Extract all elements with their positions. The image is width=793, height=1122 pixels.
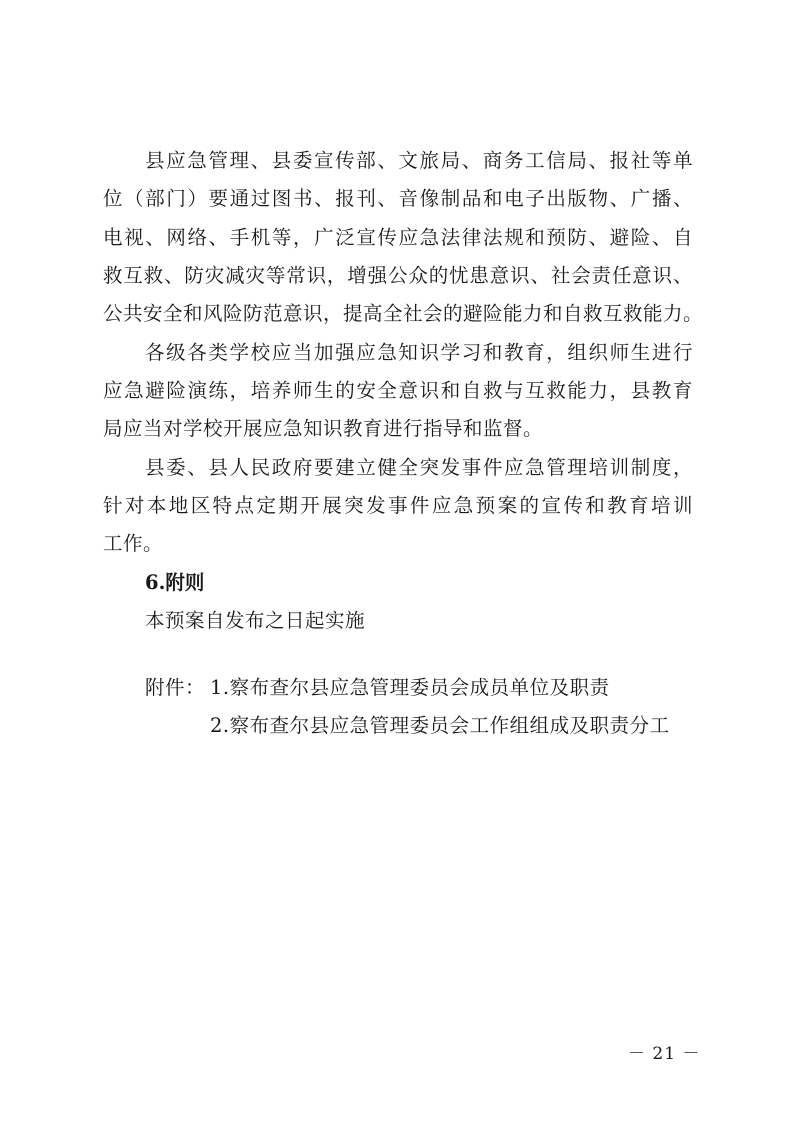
section-heading: 6.附则 [145,571,205,594]
paragraph-line: 县委、县人民政府要建立健全突发事件应急管理培训制度， [145,456,693,479]
paragraph-line: 位（部门）要通过图书、报刊、音像制品和电子出版物、广播、 [103,187,693,210]
attachment-item: 1.察布查尔县应急管理委员会成员单位及职责 [210,676,610,699]
paragraph-line: 局应当对学校开展应急知识教育进行指导和监督。 [103,417,544,440]
paragraph-line: 各级各类学校应当加强应急知识学习和教育，组织师生进行 [145,341,693,364]
paragraph-line: 公共安全和风险防范意识，提高全社会的避险能力和自救互救能力。 [103,302,704,325]
page-number: － 21 － [628,1044,701,1064]
paragraph-line: 应急避险演练，培养师生的安全意识和自救与互救能力，县教育 [103,379,693,402]
paragraph-line: 针对本地区特点定期开展突发事件应急预案的宣传和教育培训 [103,494,693,517]
paragraph-line: 电视、网络、手机等，广泛宣传应急法律法规和预防、避险、自 [103,226,693,249]
paragraph-line: 县应急管理、县委宣传部、文旅局、商务工信局、报社等单 [145,149,693,172]
attachment-item: 2.察布查尔县应急管理委员会工作组组成及职责分工 [210,714,670,737]
section-text: 本预案自发布之日起实施 [145,609,366,632]
paragraph-line: 救互救、防灾减灾等常识，增强公众的忧患意识、社会责任意识、 [103,264,693,287]
paragraph-line: 工作。 [103,532,164,555]
attachments-label: 附件： [145,676,206,699]
